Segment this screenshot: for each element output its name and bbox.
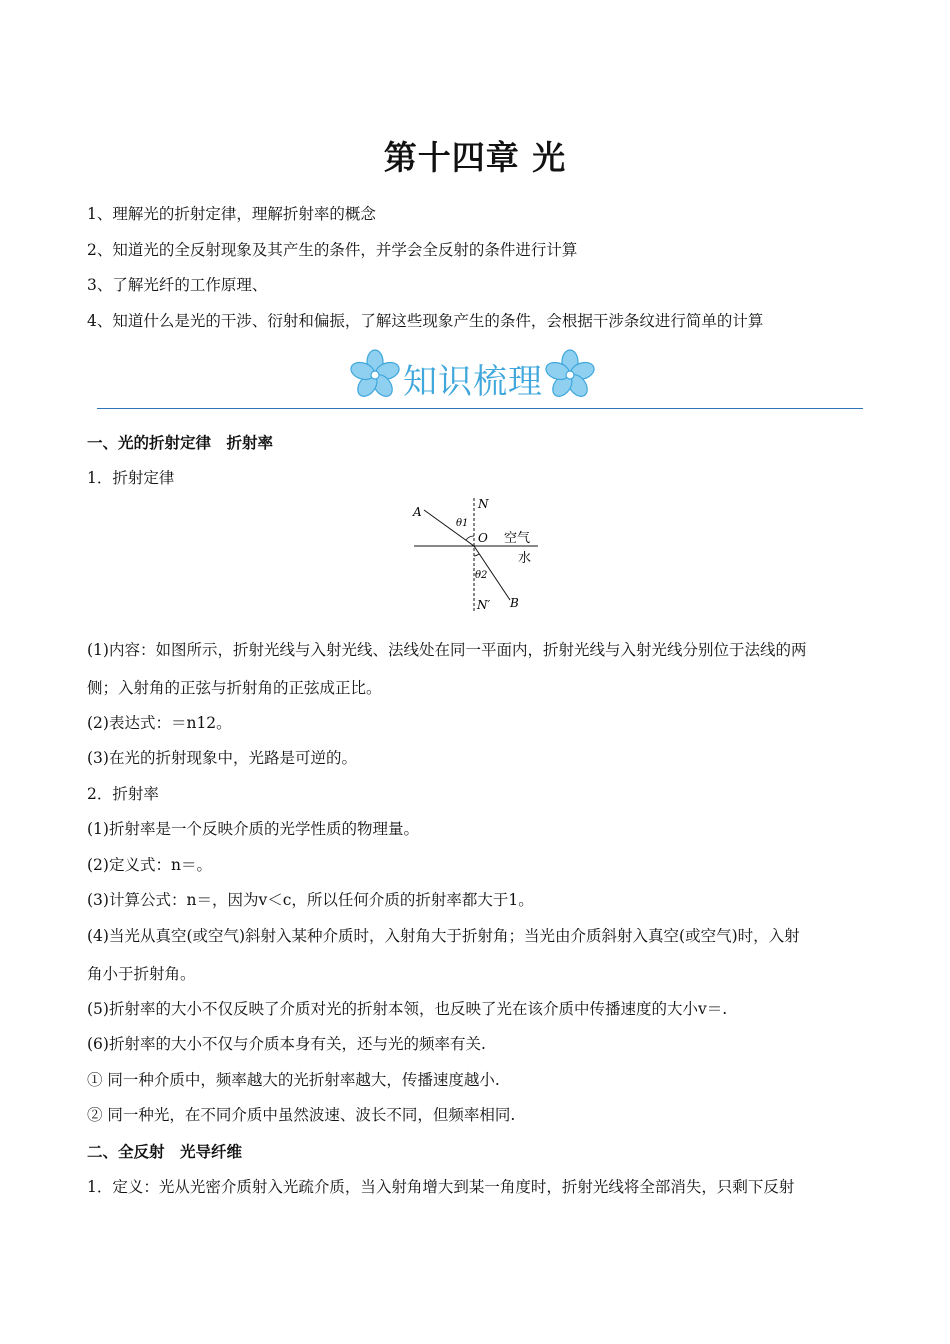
refraction-law-heading: 1．折射定律 (87, 469, 175, 487)
objective-2: 2、知道光的全反射现象及其产生的条件，并学会全反射的条件进行计算 (87, 241, 578, 259)
refractive-index-heading: 2．折射率 (87, 785, 159, 803)
section2-heading: 二、全反射 光导纤维 (87, 1143, 243, 1161)
index-point-1: (1)折射率是一个反映介质的光学性质的物理量。 (87, 820, 419, 838)
index-point-4-line1: (4)当光从真空(或空气)斜射入某种介质时，入射角大于折射角；当光由介质斜射入真空(或空气)时，入射 (87, 927, 800, 945)
label-theta1: θ1 (456, 518, 469, 529)
objective-1: 1、理解光的折射定律，理解折射率的概念 (87, 205, 376, 223)
chapter-title: 第十四章 光 (383, 138, 567, 177)
label-o: O (478, 531, 488, 545)
index-point-circle-1: ① 同一种介质中，频率越大的光折射率越大，传播速度越小. (87, 1071, 500, 1089)
index-point-2: (2)定义式：n＝。 (87, 856, 212, 874)
objective-3: 3、了解光纤的工作原理、 (87, 276, 268, 294)
index-point-5: (5)折射率的大小不仅反映了介质对光的折射本领，也反映了光在该介质中传播速度的大小v＝. (87, 1000, 728, 1018)
law-expression: (2)表达式：＝n12。 (87, 714, 232, 732)
law-content-line1: (1)内容：如图所示，折射光线与入射光线、法线处在同一平面内，折射光线与入射光线分别位于法线的两 (87, 641, 807, 659)
label-b: B (510, 596, 519, 610)
section-banner (348, 346, 598, 404)
section-divider (97, 408, 863, 409)
law-reversible: (3)在光的折射现象中，光路是可逆的。 (87, 749, 357, 767)
index-point-6: (6)折射率的大小不仅与介质本身有关，还与光的频率有关. (87, 1035, 486, 1053)
label-theta2: θ2 (475, 570, 488, 581)
banner-title: 知识梳理 (403, 362, 543, 402)
law-content-line2: 侧；入射角的正弦与折射角的正弦成正比。 (87, 679, 382, 697)
label-n-prime: N′ (477, 598, 491, 612)
label-air: 空气 (504, 531, 531, 546)
label-n: N (478, 497, 489, 511)
total-reflection-definition: 1．定义：光从光密介质射入光疏介质，当入射角增大到某一角度时，折射光线将全部消失，只剩下反射 (87, 1178, 795, 1196)
refraction-diagram (408, 496, 548, 614)
label-water: 水 (518, 551, 532, 566)
index-point-circle-2: ② 同一种光，在不同介质中虽然波速、波长不同，但频率相同. (87, 1106, 516, 1124)
section1-heading: 一、光的折射定律 折射率 (87, 434, 274, 452)
index-point-4-line2: 角小于折射角。 (87, 965, 196, 983)
label-a: A (413, 505, 422, 519)
index-point-3: (3)计算公式：n＝，因为v＜c，所以任何介质的折射率都大于1。 (87, 891, 534, 909)
objective-4: 4、知道什么是光的干涉、衍射和偏振，了解这些现象产生的条件，会根据干涉条纹进行简单的计算 (87, 312, 764, 330)
